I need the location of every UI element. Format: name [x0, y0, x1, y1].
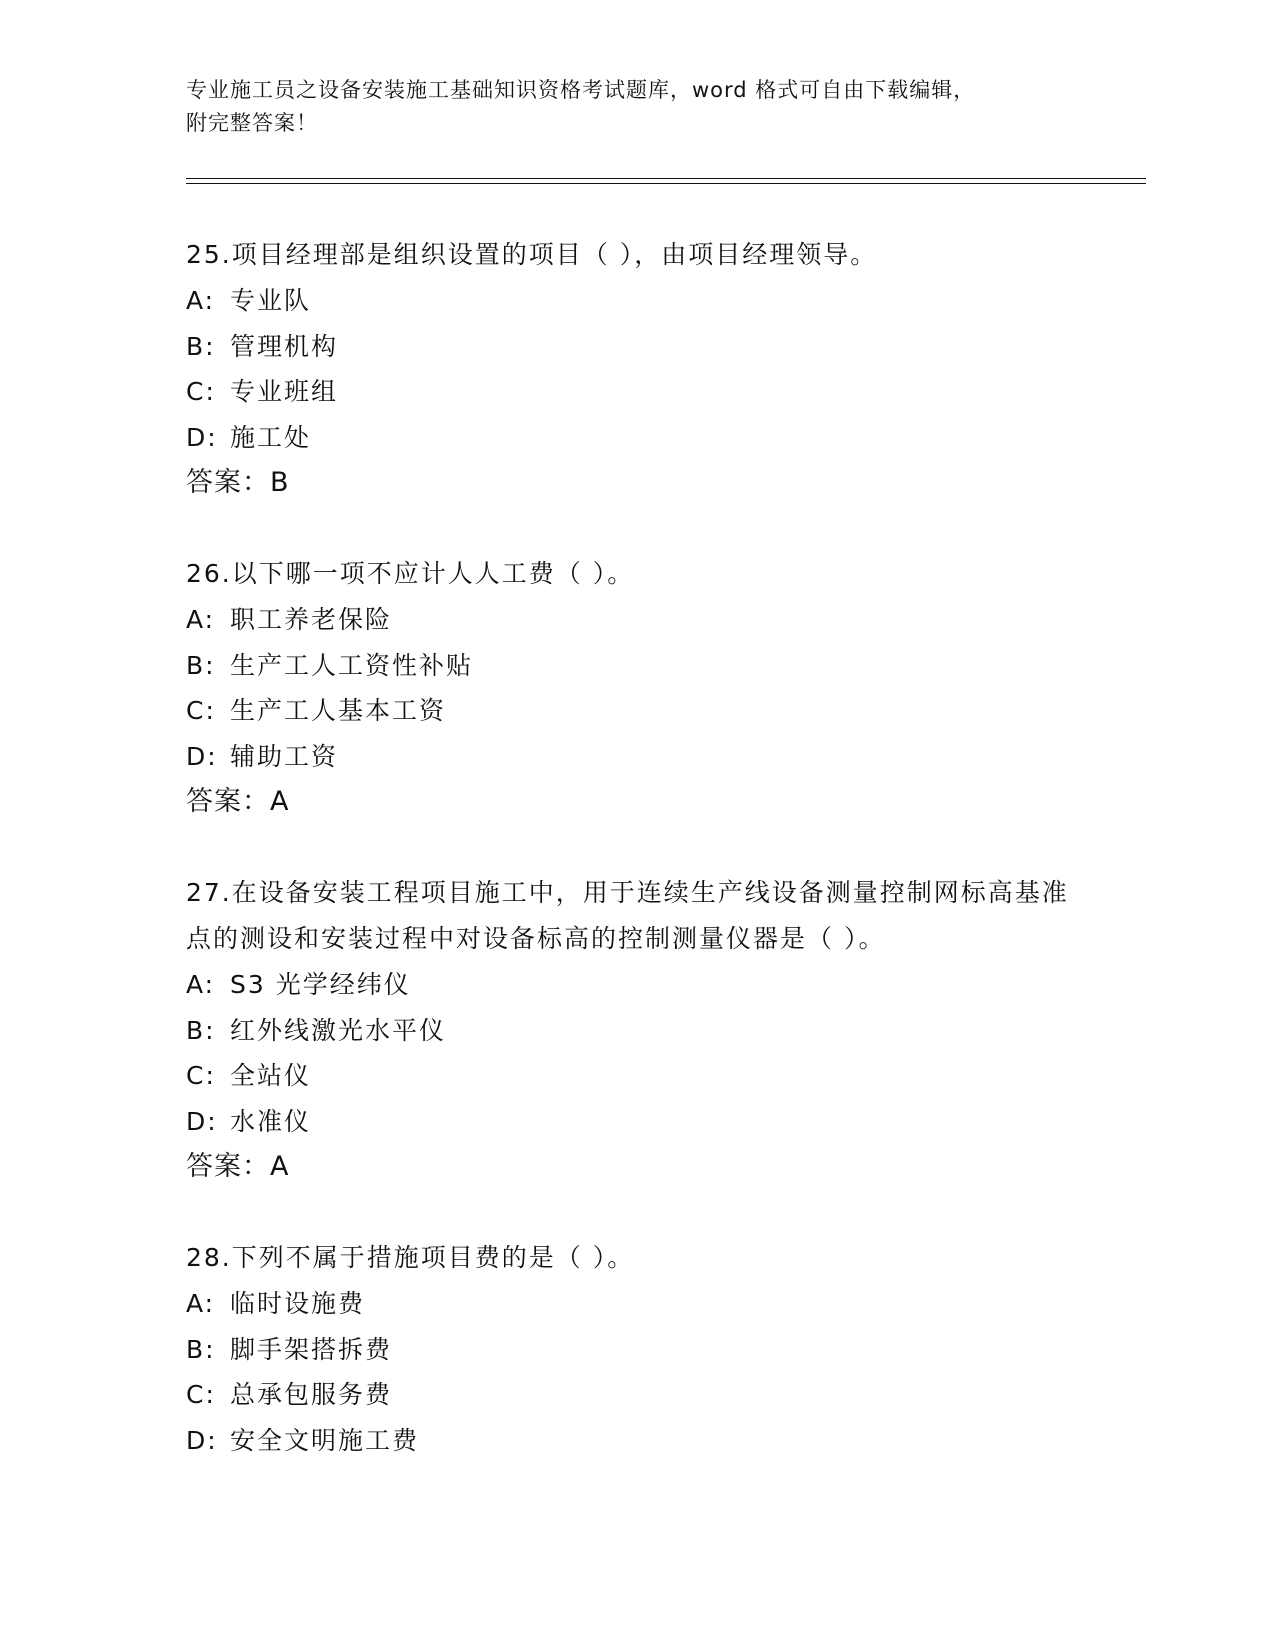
question-stem: 28.下列不属于措施项目费的是（ ）。 — [186, 1243, 635, 1272]
document-header — [186, 74, 1086, 140]
question-26 — [186, 551, 1086, 825]
option-letter: A: — [186, 970, 216, 999]
option-letter: D: — [186, 422, 218, 452]
option-letter: D: — [186, 741, 218, 771]
header-divider-bottom — [186, 183, 1146, 184]
option-letter: A: — [186, 1289, 216, 1318]
option-d — [186, 1099, 1086, 1145]
option-text: 职工养老保险 — [230, 605, 393, 634]
option-letter: A: — [186, 286, 216, 315]
option-a — [186, 597, 1086, 643]
header-line-1: 专业施工员之设备安装施工基础知识资格考试题库，word 格式可自由下载编辑， — [186, 78, 976, 102]
question-stem: 27.在设备安装工程项目施工中，用于连续生产线设备测量控制网标高基准点的测设和安装过程中对设备标高的控制测量仪器是（ ）。 — [186, 878, 1069, 953]
option-text: 施工处 — [230, 422, 312, 452]
option-d — [186, 1418, 1086, 1464]
option-text: 专业班组 — [230, 377, 339, 406]
option-text: 专业队 — [230, 286, 312, 315]
option-c — [186, 1053, 1086, 1099]
option-d — [186, 415, 1086, 461]
option-text: 总承包服务费 — [230, 1380, 393, 1409]
question-list — [186, 232, 1086, 1508]
answer-line: 答案：A — [186, 1151, 290, 1182]
option-letter: C: — [186, 696, 216, 725]
option-text: 生产工人基本工资 — [230, 696, 447, 725]
option-b — [186, 643, 1086, 689]
option-letter: D: — [186, 1425, 218, 1455]
option-text: 全站仪 — [230, 1061, 312, 1090]
option-letter: C: — [186, 1061, 216, 1090]
answer-line: 答案：B — [186, 467, 290, 498]
option-c — [186, 688, 1086, 734]
option-b — [186, 1008, 1086, 1054]
question-28 — [186, 1235, 1086, 1463]
option-text: 红外线激光水平仪 — [230, 1015, 447, 1045]
option-text: S3 光学经纬仪 — [230, 970, 411, 999]
header-divider-top — [186, 178, 1146, 179]
option-text: 管理机构 — [230, 331, 339, 361]
option-text: 生产工人工资性补贴 — [230, 650, 474, 680]
option-text: 辅助工资 — [230, 741, 339, 771]
option-b — [186, 324, 1086, 370]
header-line-2: 附完整答案！ — [186, 111, 318, 135]
option-c — [186, 369, 1086, 415]
option-text: 脚手架搭拆费 — [230, 1334, 393, 1364]
option-letter: B: — [186, 1015, 216, 1045]
option-a — [186, 278, 1086, 324]
option-d — [186, 734, 1086, 780]
option-letter: C: — [186, 1380, 216, 1409]
option-text: 安全文明施工费 — [230, 1425, 420, 1455]
option-letter: A: — [186, 605, 216, 634]
option-text: 临时设施费 — [230, 1289, 366, 1318]
option-c — [186, 1372, 1086, 1418]
question-25 — [186, 232, 1086, 506]
option-letter: B: — [186, 1334, 216, 1364]
answer-line: 答案：A — [186, 786, 290, 817]
option-letter: D: — [186, 1106, 218, 1136]
option-text: 水准仪 — [230, 1106, 312, 1136]
option-letter: C: — [186, 377, 216, 406]
question-stem: 25.项目经理部是组织设置的项目（ ），由项目经理领导。 — [186, 240, 878, 269]
option-a — [186, 1281, 1086, 1327]
option-a — [186, 962, 1086, 1008]
option-letter: B: — [186, 331, 216, 361]
option-letter: B: — [186, 650, 216, 680]
question-27 — [186, 870, 1086, 1190]
question-stem: 26.以下哪一项不应计人人工费（ ）。 — [186, 559, 635, 588]
option-b — [186, 1327, 1086, 1373]
